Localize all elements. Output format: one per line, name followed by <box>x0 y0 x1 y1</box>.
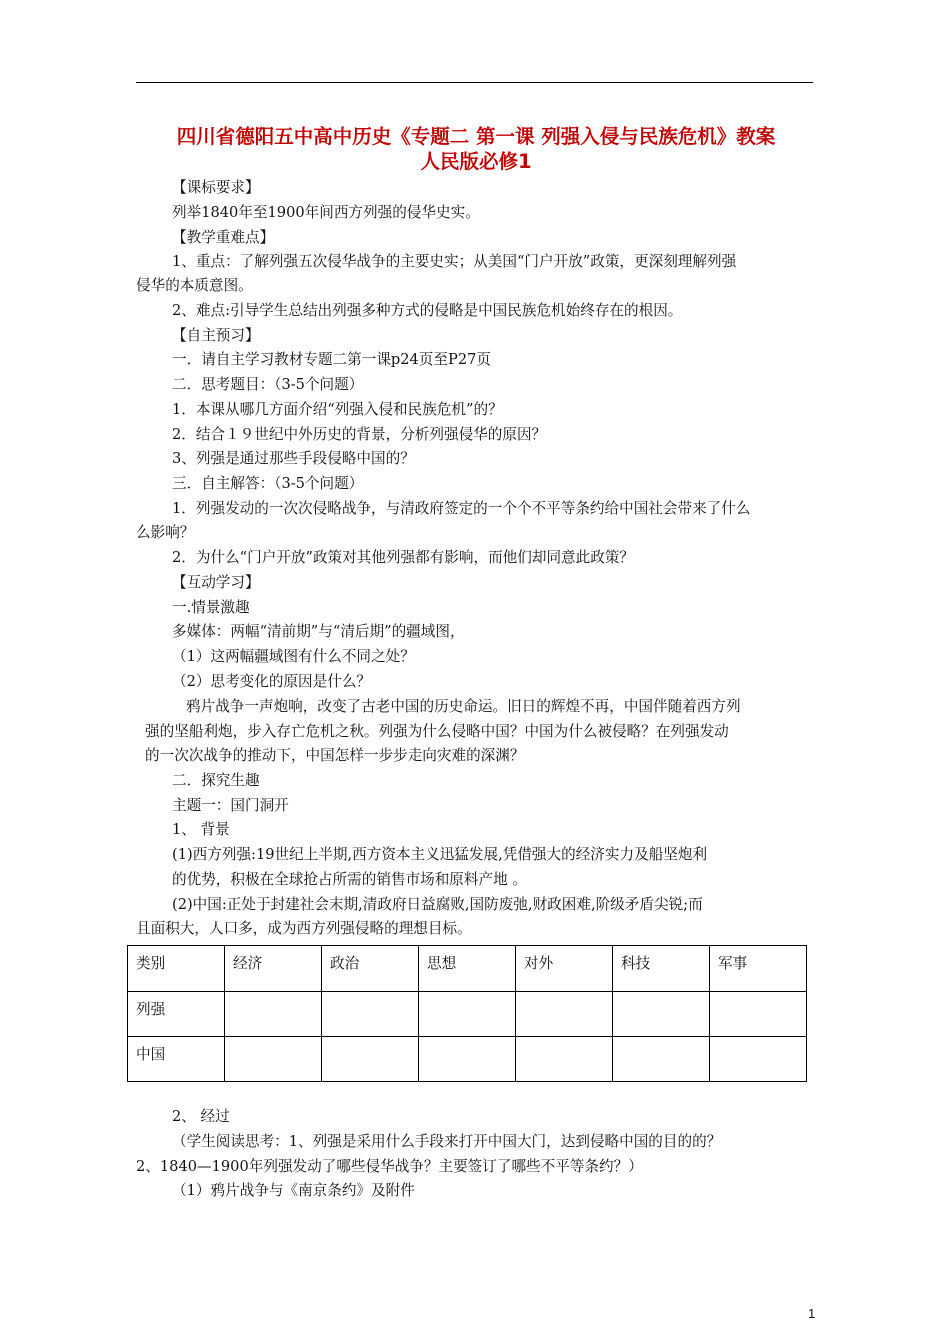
table-cell <box>225 1037 322 1082</box>
title-line-1: 四川省德阳五中高中历史《专题二 第一课 列强入侵与民族危机》教案 <box>176 125 776 148</box>
body-line: 么影响？ <box>136 524 195 541</box>
table-row <box>128 992 807 1037</box>
body-line: (2)中国:正处于封建社会末期,清政府日益腐败,国防废弛,财政困难,阶级矛盾尖锐;而 <box>172 896 703 913</box>
body-line: 1．本课从哪几方面介绍“列强入侵和民族危机”的？ <box>172 401 503 418</box>
body-line: 2、 经过 <box>172 1108 230 1125</box>
table-cell <box>710 992 807 1037</box>
body-line: （1）这两幅疆域图有什么不同之处？ <box>172 648 415 665</box>
body-line: 【教学重难点】 <box>172 229 275 246</box>
body-line: （2）思考变化的原因是什么？ <box>172 673 372 690</box>
body-line: 二．思考题目：（3-5个问题） <box>172 376 364 393</box>
title-line-2: 人民版必修1 <box>420 150 532 173</box>
table-cell <box>322 992 419 1037</box>
body-line: 三．自主解答：（3-5个问题） <box>172 475 364 492</box>
table-row <box>128 1037 807 1082</box>
body-line: 且面积大，人口多，成为西方列强侵略的理想目标。 <box>136 920 472 937</box>
table-cell: 军事 <box>710 946 807 992</box>
table-cell <box>613 992 710 1037</box>
table-cell: 中国 <box>128 1037 225 1082</box>
table-cell <box>225 992 322 1037</box>
body-line: 2．结合１９世纪中外历史的背景，分析列强侵华的原因？ <box>172 426 547 443</box>
body-line: 二．探究生趣 <box>172 772 260 789</box>
table-cell: 政治 <box>322 946 419 992</box>
table-cell <box>613 1037 710 1082</box>
body-line: （1）鸦片战争与《南京条约》及附件 <box>172 1182 415 1199</box>
header-rule <box>136 82 813 83</box>
body-line: 2、难点:引导学生总结出列强多种方式的侵略是中国民族危机始终存在的根因。 <box>172 302 683 319</box>
body-line: (1)西方列强:19世纪上半期,西方资本主义迅猛发展,凭借强大的经济实力及船坚炮利 <box>172 846 708 863</box>
body-line: 强的坚船利炮，步入存亡危机之秋。列强为什么侵略中国？中国为什么被侵略？在列强发动 <box>145 723 729 740</box>
table-cell: 类别 <box>128 946 225 992</box>
body-line: 主题一：国门洞开 <box>172 797 289 814</box>
table-cell <box>419 1037 516 1082</box>
document-title <box>136 124 816 174</box>
body-line: 侵华的本质意图。 <box>136 277 253 294</box>
body-line: 一.情景激趣 <box>172 599 250 616</box>
body-line: 【互动学习】 <box>172 574 260 591</box>
body-line: 的一次次战争的推动下，中国怎样一步步走向灾难的深渊？ <box>145 747 525 764</box>
body-line: 1、重点：了解列强五次侵华战争的主要史实；从美国“门户开放”政策，更深刻理解列强 <box>172 253 737 270</box>
body-line: 【课标要求】 <box>172 179 260 196</box>
table-cell: 列强 <box>128 992 225 1037</box>
body-line: 列举1840年至1900年间西方列强的侵华史实。 <box>172 204 480 221</box>
body-line: 1、 背景 <box>172 821 230 838</box>
body-line: 2、1840—1900年列强发动了哪些侵华战争？主要签订了哪些不平等条约？） <box>136 1158 643 1175</box>
table-cell <box>322 1037 419 1082</box>
table-cell <box>516 992 613 1037</box>
table-cell: 经济 <box>225 946 322 992</box>
body-line: 多媒体：两幅“清前期”与“清后期”的疆域图， <box>172 623 465 640</box>
page-number: 1 <box>808 1306 816 1321</box>
body-line: 鸦片战争一声炮响，改变了古老中国的历史命运。旧日的辉煌不再，中国伴随着西方列 <box>186 698 741 715</box>
table-cell: 对外 <box>516 946 613 992</box>
table-cell: 科技 <box>613 946 710 992</box>
body-line: 的优势，积极在全球抢占所需的销售市场和原料产地 。 <box>172 871 527 888</box>
table-cell <box>419 992 516 1037</box>
body-line: 【自主预习】 <box>172 327 260 344</box>
table-cell <box>710 1037 807 1082</box>
body-line: 1．列强发动的一次次侵略战争，与清政府签定的一个个不平等条约给中国社会带来了什么 <box>172 500 751 517</box>
table-cell: 思想 <box>419 946 516 992</box>
body-line: （学生阅读思考：1、列强是采用什么手段来打开中国大门，达到侵略中国的目的的？ <box>172 1133 722 1150</box>
table-cell <box>516 1037 613 1082</box>
comparison-table <box>127 945 807 1082</box>
body-line: 2．为什么“门户开放”政策对其他列强都有影响，而他们却同意此政策？ <box>172 549 635 566</box>
body-line: 一．请自主学习教材专题二第一课p24页至P27页 <box>172 351 491 368</box>
table-header-row <box>128 946 807 992</box>
body-line: 3、列强是通过那些手段侵略中国的？ <box>172 450 415 467</box>
